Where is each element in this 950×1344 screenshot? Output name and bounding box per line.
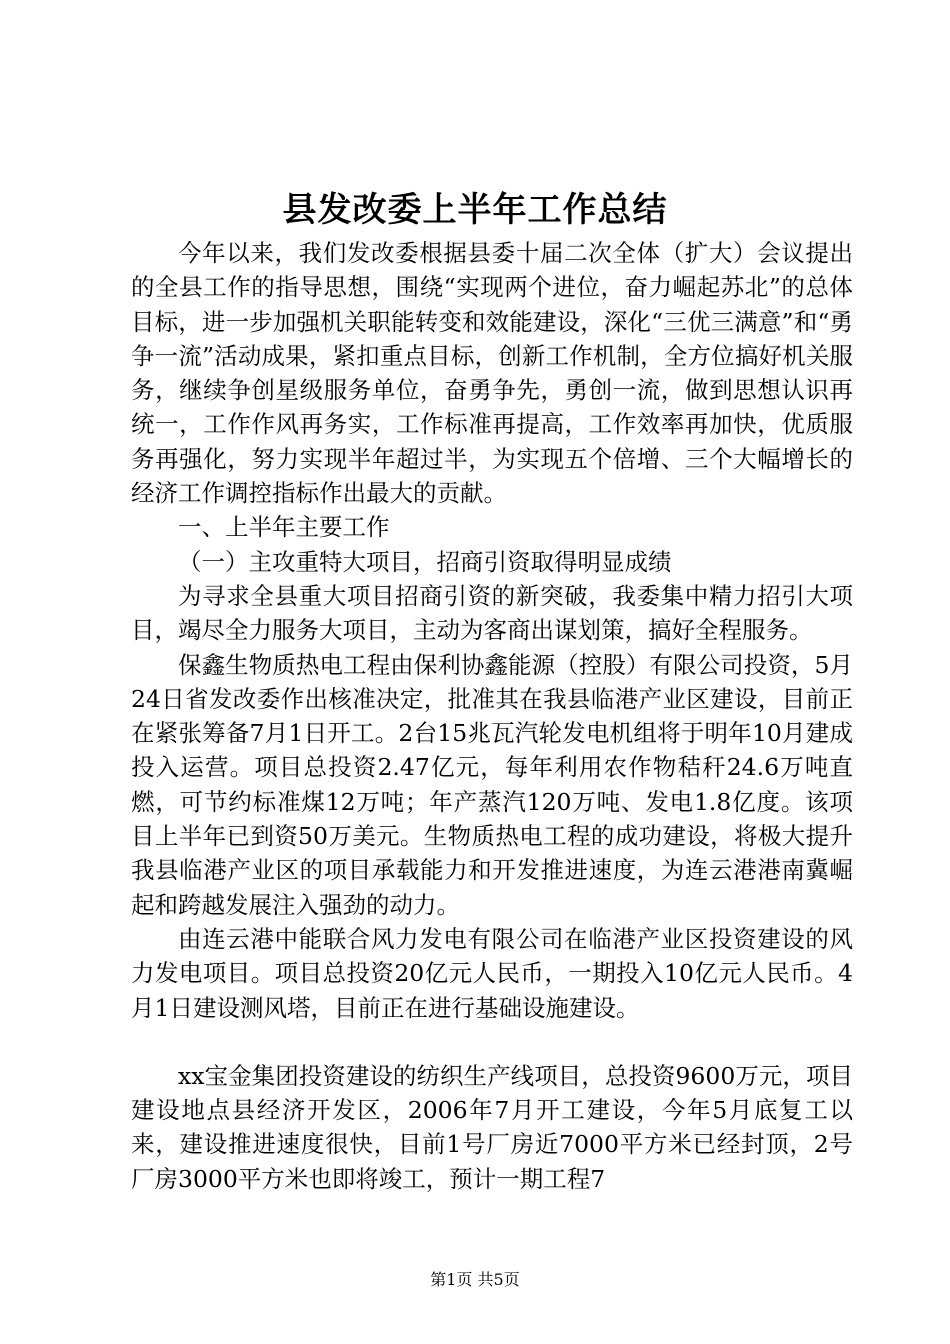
subsection-heading: （一）主攻重特大项目，招商引资取得明显成绩: [178, 547, 672, 576]
body-paragraph: 由连云港中能联合风力发电有限公司在临港产业区投资建设的风力发电项目。项目总投资20亿元人民币，一期投入10亿元人民币。4月1日建设测风塔，目前正在进行基础设施建设。: [131, 924, 853, 1022]
intro-paragraph: 今年以来，我们发改委根据县委十届二次全体（扩大）会议提出的全县工作的指导思想，围绕“实现两个进位，奋力崛起苏北”的总体目标，进一步加强机关职能转变和效能建设，深化“三优三满意”和“勇争一流”活动成果，紧扣重点目标，创新工作机制，全方位搞好机关服务，继续争创星级服务单位，奋勇争先，勇创一流，做到思想认识再统一，工作作风再务实，工作标准再提高，工作效率再加快，优质服务再强化，努力实现半年超过半，为实现五个倍增、三个大幅增长的经济工作调控指标作出最大的贡献。: [131, 239, 853, 508]
document-body: [131, 236, 853, 1196]
body-paragraph: xx宝金集团投资建设的纺织生产线项目，总投资9600万元，项目建设地点县经济开发区，2006年7月开工建设，今年5月底复工以来，建设推进速度很快，目前1号厂房近7000平方米已经封顶，2号厂房3000平方米也即将竣工，预计一期工程7: [131, 1061, 853, 1193]
section-heading: 一、上半年主要工作: [178, 513, 390, 542]
body-paragraph: 保鑫生物质热电工程由保利协鑫能源（控股）有限公司投资，5月24日省发改委作出核准决定，批准其在我县临港产业区建设，目前正在紧张筹备7月1日开工。2台15兆瓦汽轮发电机组将于明年10月建成投入运营。项目总投资2.47亿元，每年利用农作物秸秆24.6万吨直燃，可节约标准煤12万吨；年产蒸汽120万吨、发电1.8亿度。该项目上半年已到资50万美元。生物质热电工程的成功建设，将极大提升我县临港产业区的项目承载能力和开发推进速度，为连云港港南冀崛起和跨越发展注入强劲的动力。: [131, 650, 853, 919]
document-title: 县发改委上半年工作总结: [282, 190, 668, 230]
body-paragraph: 为寻求全县重大项目招商引资的新突破，我委集中精力招引大项目，竭尽全力服务大项目，主动为客商出谋划策，搞好全程服务。: [131, 581, 853, 645]
page-footer: 第1页 共5页: [430, 1270, 520, 1289]
